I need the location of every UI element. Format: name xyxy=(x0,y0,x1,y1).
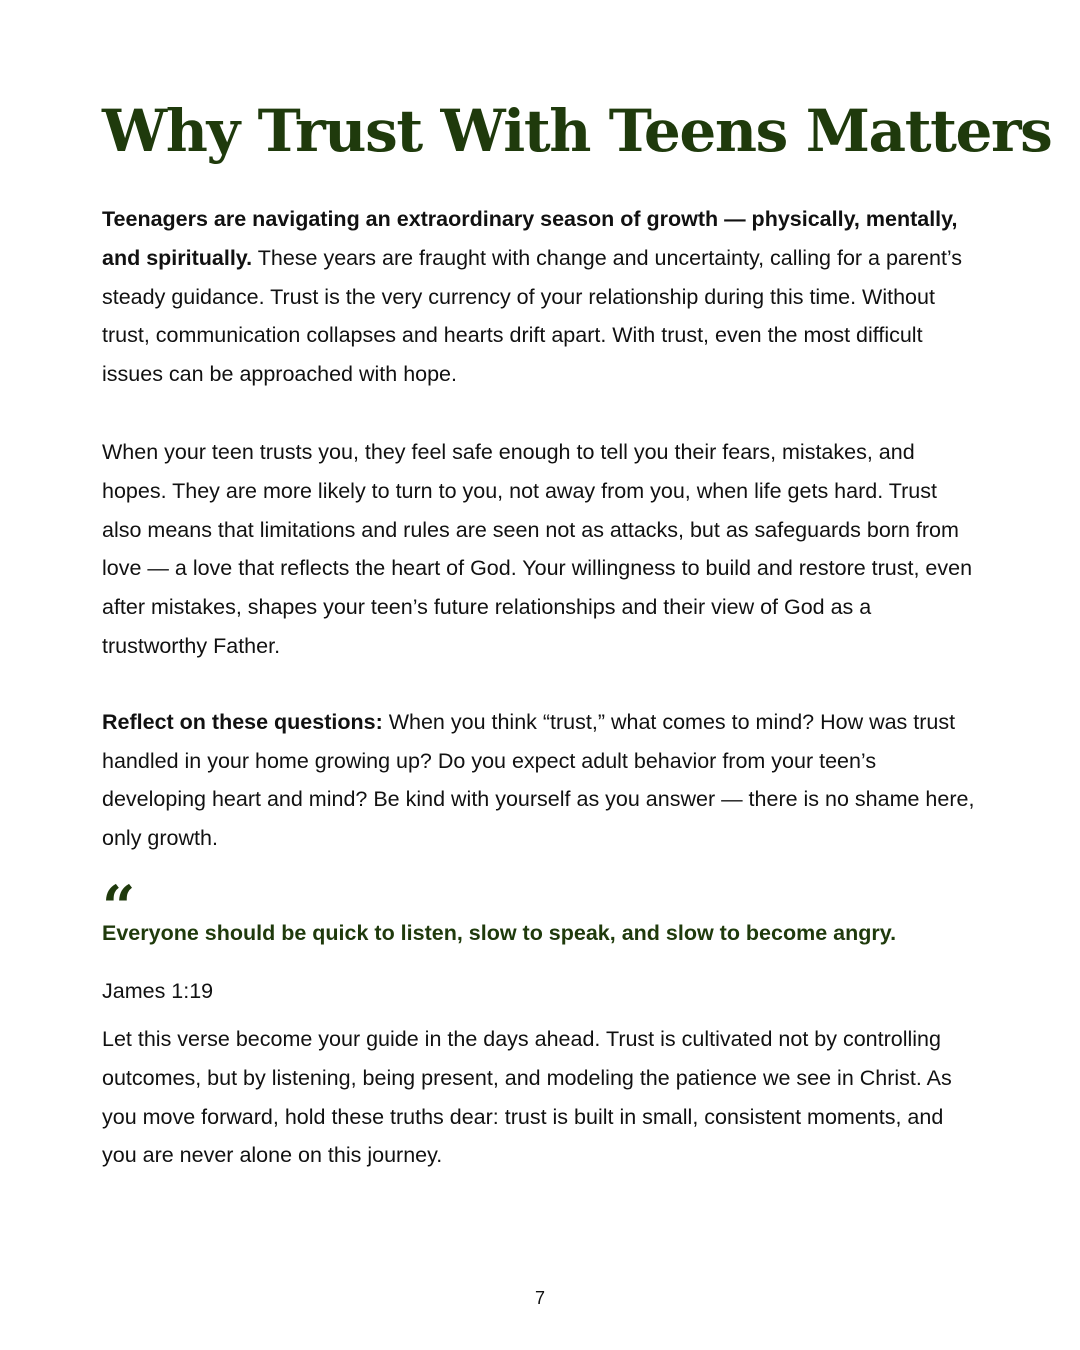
quote-mark-icon: “ xyxy=(102,872,136,941)
intro-lead-bold: Teenagers are navigating an extraordinary season of growth — physically, mentally, and spiritually. xyxy=(102,207,958,270)
scripture-quote: Everyone should be quick to listen, slow to speak, and slow to become angry. xyxy=(102,920,897,945)
page-content xyxy=(102,92,1052,1175)
reflection-paragraph xyxy=(102,703,982,858)
reflection-lead-bold: Reflect on these questions: xyxy=(102,709,383,734)
intro-paragraph xyxy=(102,200,982,394)
page-title: Why Trust With Teens Matters xyxy=(102,97,1052,165)
closing-paragraph: Let this verse become your guide in the days ahead. Trust is cultivated not by controlling outcomes, but by listening, being present, and modeling the patience we see in Christ. As you move forward, hold these truths dear: trust is built in small, consistent moments, and you are never alone on this journey. xyxy=(102,1026,952,1168)
intro-text: These years are fraught with change and uncertainty, calling for a parent’s steady guidance. Trust is the very currency of your relationship during this time. Without trust, communication collapses and hearts drift apart. With trust, even the most difficult issues can be approached with hope. xyxy=(102,245,963,387)
page-number: 7 xyxy=(534,1288,545,1308)
reflection-text: When you think “trust,” what comes to mind? How was trust handled in your home growing up? Do you expect adult behavior from your teen’s developing heart and mind? Be kind with yourself as you answer — there is no shame here, only growth. xyxy=(102,709,975,851)
scripture-citation: James 1:19 xyxy=(102,978,214,1003)
trust-paragraph: When your teen trusts you, they feel safe enough to tell you their fears, mistakes, and hopes. They are more likely to turn to you, not away from you, when life gets hard. Trust also means that limitations and rules are seen not as attacks, but as safeguards born from love — a love that reflects the heart of God. Your willingness to build and restore trust, even after mistakes, shapes your teen’s future relationships and their view of God as a trustworthy Father. xyxy=(102,439,973,658)
